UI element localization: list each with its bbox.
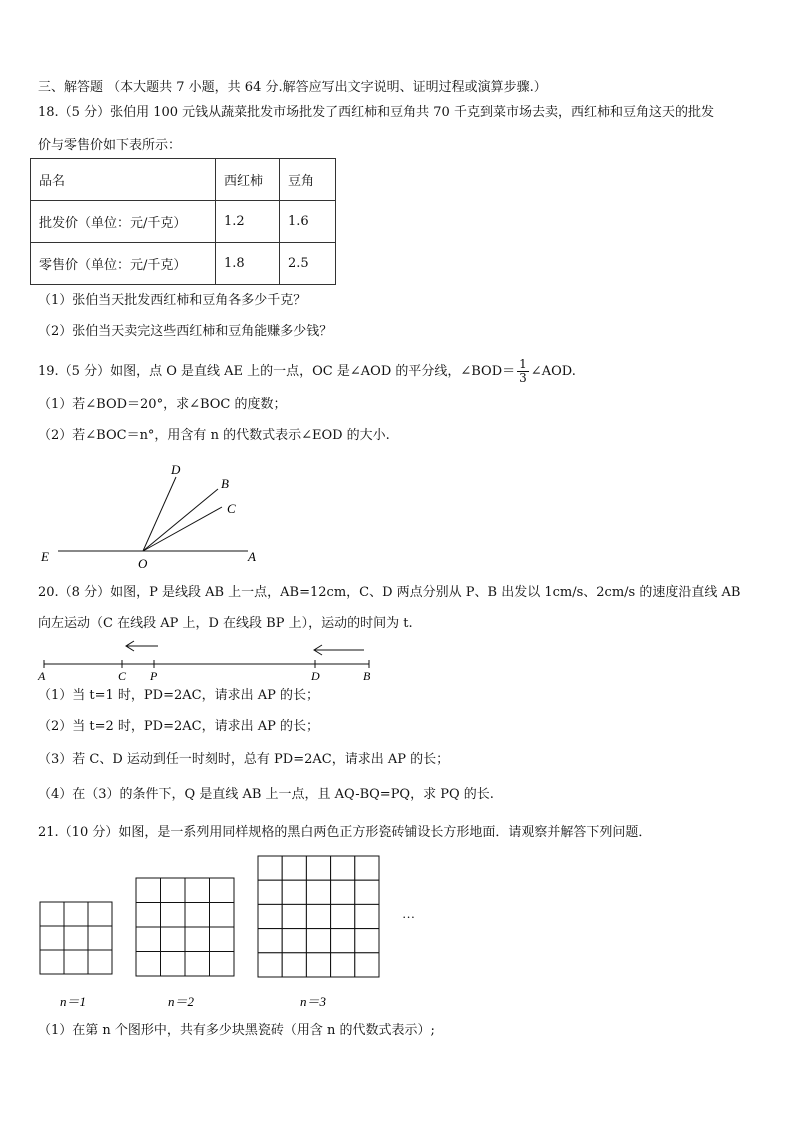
q18-sub1: （1）张伯当天批发西红柿和豆角各多少千克？ — [38, 293, 307, 308]
tile — [306, 929, 330, 953]
section-title: 三、解答题 （本大题共 7 小题，共 64 分.解答应写出文字说明、证明过程或演算步骤.） — [38, 80, 547, 95]
q19-stem-b: ∠AOD. — [530, 364, 576, 379]
segment-figure — [0, 636, 400, 682]
tile — [64, 926, 88, 950]
tile — [355, 856, 379, 880]
tile — [161, 903, 186, 928]
tile — [282, 880, 306, 904]
left-arrow-icon — [314, 645, 364, 655]
tile — [258, 904, 282, 928]
ray-ob — [143, 489, 218, 551]
q19-stem-a: 19.（5 分）如图，点 O 是直线 AE 上的一点，OC 是∠AOD 的平分线，∠BOD＝ — [38, 364, 516, 379]
ray-od — [143, 477, 176, 551]
tile — [64, 950, 88, 974]
tile-grid-n1 — [40, 902, 112, 974]
left-arrow-icon — [126, 641, 158, 651]
price-table — [30, 158, 336, 285]
tile — [64, 902, 88, 926]
label-a: A — [248, 549, 256, 564]
tile — [185, 952, 210, 977]
tile — [88, 926, 112, 950]
q20-stem-line2: 向左运动（C 在线段 AP 上，D 在线段 BP 上），运动的时间为 t. — [38, 616, 413, 631]
q19-sub1: （1）若∠BOD＝20°，求∠BOC 的度数； — [38, 397, 287, 412]
table-header-cell: 品名 — [31, 159, 216, 201]
tile — [161, 927, 186, 952]
table-cell: 2.5 — [280, 243, 336, 285]
table-header-cell: 豆角 — [280, 159, 336, 201]
tile — [355, 880, 379, 904]
q18-stem-line1: 18.（5 分）张伯用 100 元钱从蔬菜批发市场批发了西红柿和豆角共 70 千克到菜市场去卖，西红柿和豆角这天的批发 — [38, 105, 714, 120]
tile — [282, 904, 306, 928]
table-cell: 零售价（单位：元/千克） — [31, 243, 216, 285]
tile — [282, 856, 306, 880]
tile — [161, 952, 186, 977]
tile — [355, 953, 379, 977]
fraction-one-third — [517, 358, 529, 385]
tile — [306, 880, 330, 904]
tile-grid-n3 — [258, 856, 379, 977]
q20-stem-line1: 20.（8 分）如图，P 是线段 AB 上一点，AB=12cm，C、D 两点分别从 P、B 出发以 1cm/s、2cm/s 的速度沿直线 AB — [38, 585, 741, 600]
tile — [331, 953, 355, 977]
table-row — [31, 243, 336, 285]
q20-sub1: （1）当 t=1 时，PD=2AC，请求出 AP 的长； — [38, 688, 319, 703]
tile — [258, 880, 282, 904]
caption-n3: n＝3 — [300, 994, 327, 1009]
label-b: B — [363, 669, 371, 682]
tile — [331, 904, 355, 928]
tile — [136, 903, 161, 928]
tile — [331, 929, 355, 953]
tile — [306, 904, 330, 928]
table-header-row — [31, 159, 336, 201]
tile — [210, 903, 235, 928]
tile — [282, 953, 306, 977]
tile — [355, 904, 379, 928]
label-d: D — [311, 669, 320, 682]
tile — [306, 856, 330, 880]
tile — [88, 902, 112, 926]
tile — [258, 856, 282, 880]
fraction-numerator: 1 — [519, 357, 527, 371]
label-a: A — [38, 669, 46, 682]
tile — [136, 952, 161, 977]
tile — [210, 952, 235, 977]
label-b: B — [221, 476, 229, 491]
caption-n2: n＝2 — [168, 994, 195, 1009]
table-cell: 1.6 — [280, 201, 336, 243]
q20-sub3: （3）若 C、D 运动到任一时刻时，总有 PD=2AC，请求出 AP 的长； — [38, 752, 450, 767]
table-header-cell: 西红柿 — [216, 159, 280, 201]
tile — [185, 903, 210, 928]
table-cell: 批发价（单位：元/千克） — [31, 201, 216, 243]
tile — [331, 880, 355, 904]
ray-oc — [143, 507, 222, 551]
label-c: C — [118, 669, 127, 682]
label-o: O — [138, 556, 148, 571]
tile — [185, 927, 210, 952]
q21-stem: 21.（10 分）如图，是一系列用同样规格的黑白两色正方形瓷砖铺设长方形地面．请观察并解答下列问题． — [38, 825, 652, 840]
table-cell: 1.8 — [216, 243, 280, 285]
tile — [282, 929, 306, 953]
tile — [185, 878, 210, 903]
label-d: D — [171, 462, 181, 477]
table-cell: 1.2 — [216, 201, 280, 243]
tile — [136, 878, 161, 903]
tile — [40, 902, 64, 926]
q18-sub2: （2）张伯当天卖完这些西红柿和豆角能赚多少钱？ — [38, 324, 333, 339]
ellipsis: … — [403, 906, 415, 921]
tile — [161, 878, 186, 903]
q18-stem-line2: 价与零售价如下表所示： — [38, 138, 182, 153]
q19-stem — [38, 358, 576, 385]
tile — [355, 929, 379, 953]
tile — [40, 950, 64, 974]
label-p: P — [150, 669, 158, 682]
tile — [331, 856, 355, 880]
tile — [306, 953, 330, 977]
tile — [40, 926, 64, 950]
tile — [210, 927, 235, 952]
tile — [258, 953, 282, 977]
table-row — [31, 201, 336, 243]
tile — [88, 950, 112, 974]
tile-figures — [0, 852, 440, 1022]
q20-sub4: （4）在（3）的条件下，Q 是直线 AB 上一点，且 AQ-BQ=PQ，求 PQ 的长. — [38, 787, 494, 802]
tile-grid-n2 — [136, 878, 234, 976]
label-c: C — [227, 501, 236, 516]
label-e: E — [41, 549, 49, 564]
fraction-denominator: 3 — [519, 371, 527, 385]
tile — [258, 929, 282, 953]
angle-figure — [0, 455, 300, 575]
q19-sub2: （2）若∠BOC＝n°，用含有 n 的代数式表示∠EOD 的大小. — [38, 428, 390, 443]
tile — [210, 878, 235, 903]
q20-sub2: （2）当 t=2 时，PD=2AC，请求出 AP 的长； — [38, 719, 319, 734]
q21-sub1: （1）在第 n 个图形中，共有多少块黑瓷砖（用含 n 的代数式表示）; — [38, 1023, 435, 1038]
caption-n1: n＝1 — [60, 994, 87, 1009]
tile — [136, 927, 161, 952]
